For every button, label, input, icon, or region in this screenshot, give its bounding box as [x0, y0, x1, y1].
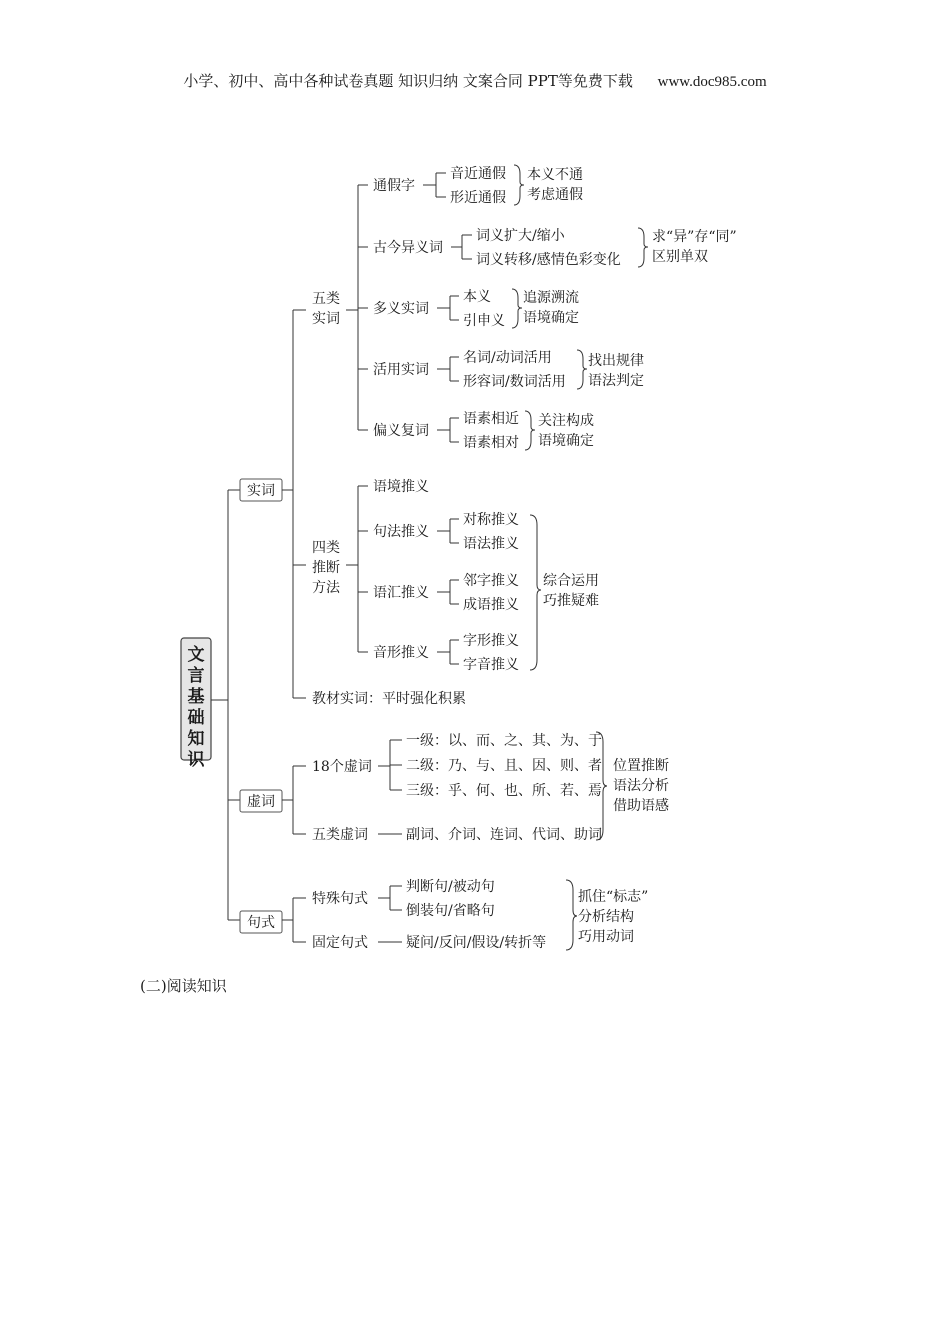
yinxing-label: 音形推义	[373, 645, 429, 661]
guding-items: 疑问/反问/假设/转折等	[406, 935, 547, 951]
yujing-label: 语境推义	[373, 479, 429, 495]
jushi-brace	[566, 880, 577, 950]
pianyi-note-2: 语境确定	[538, 433, 594, 449]
guding-label: 固定句式	[312, 935, 368, 951]
teshu-label: 特殊句式	[312, 891, 368, 907]
pianyi-connector	[437, 418, 459, 442]
tongjiazi-brace	[514, 165, 524, 205]
teshu-item-2: 倒装句/省略句	[406, 903, 495, 919]
gujin-brace	[638, 228, 648, 267]
branch-jushi: 句式	[247, 915, 275, 931]
duoyi-connector	[437, 296, 459, 320]
section-heading-reading: (二)阅读知识	[140, 977, 227, 995]
gujin-item-1: 词义扩大/缩小	[476, 228, 565, 244]
jushi-note-2: 分析结构	[578, 909, 634, 925]
gujin-label: 古今异义词	[373, 240, 443, 256]
yuhui-connector	[437, 580, 459, 604]
tongjiazi-label: 通假字	[373, 178, 415, 194]
yuhui-item-2: 成语推义	[463, 597, 519, 613]
level-1: 一级：以、而、之、其、为、于	[406, 733, 602, 749]
level-3: 三级：乎、何、也、所、若、焉	[406, 783, 602, 799]
pianyi-label: 偏义复词	[373, 423, 429, 439]
teshu-item-1: 判断句/被动句	[406, 879, 495, 895]
jufa-item-2: 语法推义	[463, 536, 519, 552]
huoyong-note-1: 找出规律	[588, 353, 644, 369]
pianyi-item-1: 语素相近	[463, 411, 519, 427]
tongjiazi-connector	[423, 173, 446, 197]
tongjiazi-note-1: 本义不通	[527, 167, 583, 183]
pianyi-note-1: 关注构成	[538, 413, 594, 429]
huoyong-item-2: 形容词/数词活用	[463, 374, 566, 390]
tuiduan-note-2: 巧推疑难	[543, 593, 599, 609]
wulei-xuci-label: 五类虚词	[312, 827, 368, 843]
jufa-label: 句法推义	[373, 524, 429, 540]
root-char: 知	[187, 729, 205, 749]
silei-connector	[346, 486, 368, 652]
yinxing-item-1: 字形推义	[463, 633, 519, 649]
xuci-note-3: 借助语感	[613, 798, 669, 814]
tongjiazi-item-1: 音近通假	[450, 166, 506, 182]
huoyong-note-2: 语法判定	[588, 373, 644, 389]
jufa-item-1: 对称推义	[463, 512, 519, 528]
duoyi-label: 多义实词	[373, 301, 429, 317]
jushi-note-1: 抓住“标志”	[578, 889, 649, 905]
duoyi-note-2: 语境确定	[523, 310, 579, 326]
huoyong-connector	[437, 357, 459, 381]
duoyi-note-1: 追源溯流	[523, 290, 579, 306]
tongjiazi-note-2: 考虑通假	[527, 187, 583, 203]
pianyi-item-2: 语素相对	[463, 435, 519, 451]
silei-line3: 方法	[312, 580, 340, 596]
shiba-connector	[378, 740, 402, 790]
duoyi-brace	[512, 289, 522, 328]
header-text: 小学、初中、高中各种试卷真题 知识归纳 文案合同 PPT等免费下载	[183, 72, 633, 90]
shici-connector	[282, 310, 306, 698]
xuci-note-2: 语法分析	[613, 778, 669, 794]
yuhui-item-1: 邻字推义	[463, 573, 519, 589]
jufa-connector	[437, 519, 459, 543]
yinxing-item-2: 字音推义	[463, 657, 519, 673]
root-char: 言	[187, 666, 205, 686]
yinxing-connector	[437, 640, 459, 664]
root-connector	[211, 490, 240, 920]
jushi-note-3: 巧用动词	[578, 929, 634, 945]
shiba-label: 18个虚词	[312, 759, 372, 775]
tuiduan-note-1: 综合运用	[543, 573, 599, 589]
huoyong-brace	[577, 350, 587, 389]
silei-line2: 推断	[312, 560, 340, 576]
root-char: 文	[187, 645, 205, 665]
gujin-note-2: 区别单双	[652, 249, 708, 265]
wulei-connector	[346, 185, 368, 430]
huoyong-label: 活用实词	[373, 362, 429, 378]
pianyi-brace	[525, 411, 535, 450]
root-char: 识	[187, 750, 205, 770]
silei-line1: 四类	[312, 540, 340, 556]
tuiduan-brace	[530, 515, 541, 670]
root-char: 础	[187, 708, 205, 728]
header-url: www.doc985.com	[657, 74, 767, 90]
level-2: 二级：乃、与、且、因、则、者	[406, 758, 602, 774]
wulei-xuci-items: 副词、介词、连词、代词、助词	[406, 827, 602, 843]
jiaocai-label: 教材实词：平时强化积累	[312, 691, 466, 707]
wulei-shici-line1: 五类	[312, 291, 340, 307]
wulei-shici-line2: 实词	[312, 311, 340, 327]
huoyong-item-1: 名词/动词活用	[463, 350, 552, 366]
branch-shici: 实词	[247, 483, 275, 499]
root-char: 基	[187, 687, 205, 707]
tongjiazi-item-2: 形近通假	[450, 190, 506, 206]
teshu-connector	[378, 886, 402, 910]
duoyi-item-1: 本义	[463, 289, 491, 305]
gujin-connector	[451, 235, 472, 259]
branch-xuci: 虚词	[247, 794, 275, 810]
yuhui-label: 语汇推义	[373, 585, 429, 601]
gujin-item-2: 词义转移/感情色彩变化	[476, 252, 621, 268]
xuci-note-1: 位置推断	[613, 758, 669, 774]
jushi-connector	[282, 898, 306, 942]
duoyi-item-2: 引申义	[463, 313, 505, 329]
xuci-connector	[282, 766, 306, 834]
gujin-note-1: 求“异”存“同”	[652, 229, 737, 245]
